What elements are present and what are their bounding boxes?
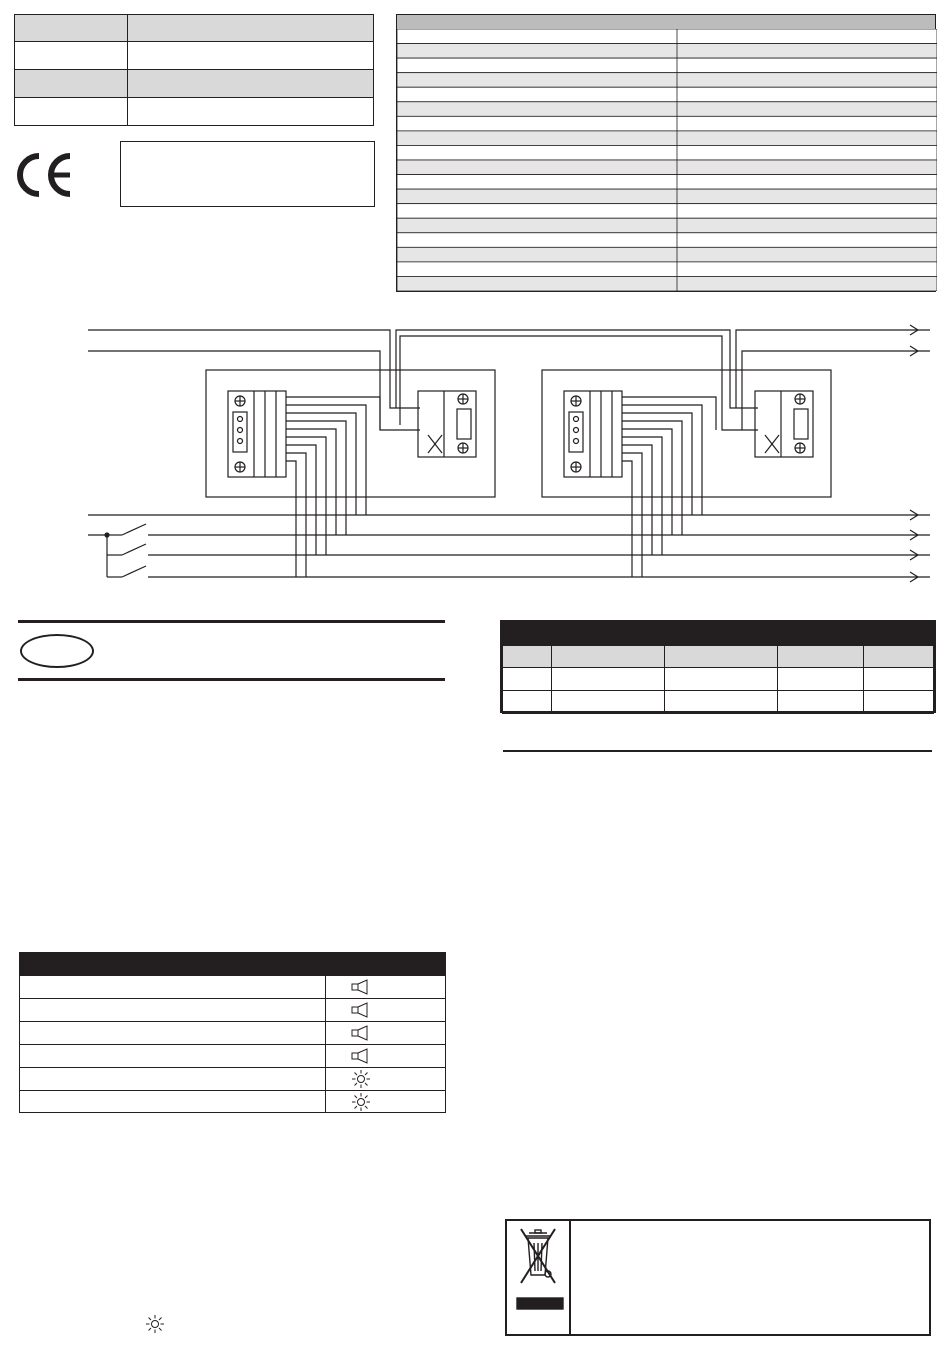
table-cell bbox=[503, 691, 552, 714]
table-cell bbox=[864, 691, 934, 714]
spec-table bbox=[396, 14, 936, 292]
table-cell bbox=[552, 691, 665, 714]
table-row bbox=[15, 70, 374, 98]
table-row bbox=[15, 15, 374, 42]
note-block bbox=[18, 620, 445, 681]
table-cell bbox=[665, 668, 778, 691]
sounder-icon bbox=[326, 1045, 445, 1067]
table-cell bbox=[15, 42, 128, 70]
tone-label bbox=[20, 1022, 326, 1044]
spec-table-row bbox=[397, 233, 937, 248]
terminal-block-2a bbox=[564, 391, 622, 477]
ce-mark-icon bbox=[12, 152, 76, 198]
spec-table-row bbox=[397, 116, 937, 131]
column-header bbox=[503, 646, 552, 668]
spec-table-row bbox=[397, 175, 937, 190]
divider bbox=[503, 750, 932, 752]
right-table-title bbox=[502, 622, 934, 645]
table-row bbox=[20, 975, 445, 998]
weee-box bbox=[505, 1219, 931, 1336]
table-row bbox=[15, 42, 374, 70]
tone-label bbox=[20, 1091, 326, 1113]
spec-table-row bbox=[397, 44, 937, 59]
flash-icon bbox=[145, 1314, 165, 1334]
spec-table-header bbox=[397, 15, 935, 30]
tone-table bbox=[19, 952, 446, 1113]
spec-table-rows bbox=[397, 29, 937, 291]
weee-icon-cell bbox=[507, 1221, 571, 1334]
bottom-bus bbox=[88, 510, 930, 582]
table-cell bbox=[778, 691, 864, 714]
sounder-icon bbox=[326, 1022, 445, 1044]
tone-label bbox=[20, 999, 326, 1021]
tone-label bbox=[20, 976, 326, 998]
table-row bbox=[15, 98, 374, 126]
table-header-row bbox=[503, 646, 934, 668]
table-cell bbox=[503, 668, 552, 691]
spec-table-row bbox=[397, 218, 937, 233]
terminal-block-1b bbox=[418, 391, 476, 457]
table-cell bbox=[552, 668, 665, 691]
sounder-icon bbox=[326, 999, 445, 1021]
spec-table-row bbox=[397, 276, 937, 291]
column-header bbox=[778, 646, 864, 668]
flash-icon bbox=[326, 1091, 445, 1113]
table-row bbox=[20, 1067, 445, 1090]
table-cell bbox=[665, 691, 778, 714]
spec-table-row bbox=[397, 262, 937, 277]
table-cell bbox=[778, 668, 864, 691]
table-row bbox=[503, 691, 934, 714]
spec-table-row bbox=[397, 247, 937, 262]
spec-table-row bbox=[397, 29, 937, 44]
table-cell bbox=[15, 70, 128, 98]
spec-table-row bbox=[397, 145, 937, 160]
table-row bbox=[20, 1044, 445, 1067]
sounder-icon bbox=[326, 976, 445, 998]
table-cell bbox=[15, 15, 128, 42]
table-cell bbox=[128, 42, 374, 70]
table-cell bbox=[128, 15, 374, 42]
module-box-1 bbox=[206, 370, 495, 497]
switch-group bbox=[88, 524, 146, 577]
wiring-diagram bbox=[0, 315, 950, 590]
column-header bbox=[665, 646, 778, 668]
spec-table-row bbox=[397, 87, 937, 102]
table-cell bbox=[128, 70, 374, 98]
flash-icon bbox=[326, 1068, 445, 1090]
spec-table-row bbox=[397, 102, 937, 117]
spec-table-row bbox=[397, 131, 937, 146]
table-row bbox=[20, 1090, 445, 1113]
module-2-wiring bbox=[622, 397, 716, 577]
tone-label bbox=[20, 1068, 326, 1090]
ce-info-box bbox=[120, 141, 375, 207]
table-cell bbox=[864, 668, 934, 691]
table-cell bbox=[128, 98, 374, 126]
top-bus bbox=[88, 325, 930, 430]
spec-table-row bbox=[397, 160, 937, 175]
module-box-2 bbox=[542, 370, 831, 497]
terminal-block-2b bbox=[755, 391, 813, 457]
top-left-table bbox=[14, 14, 374, 126]
table-row bbox=[20, 1021, 445, 1044]
table-row bbox=[503, 668, 934, 691]
spec-table-row bbox=[397, 58, 937, 73]
terminal-block-1a bbox=[228, 391, 286, 477]
tone-table-title bbox=[20, 953, 445, 975]
tone-table-rows bbox=[20, 975, 445, 1113]
spec-table-row bbox=[397, 73, 937, 88]
tone-label bbox=[20, 1045, 326, 1067]
crossed-bin-icon bbox=[507, 1221, 571, 1334]
module-1-wiring bbox=[286, 397, 380, 577]
table-cell bbox=[15, 98, 128, 126]
table-row bbox=[20, 998, 445, 1021]
column-header bbox=[864, 646, 934, 668]
spec-table-row bbox=[397, 189, 937, 204]
right-table bbox=[500, 620, 936, 713]
column-header bbox=[552, 646, 665, 668]
spec-table-row bbox=[397, 204, 937, 219]
note-badge bbox=[20, 634, 94, 668]
